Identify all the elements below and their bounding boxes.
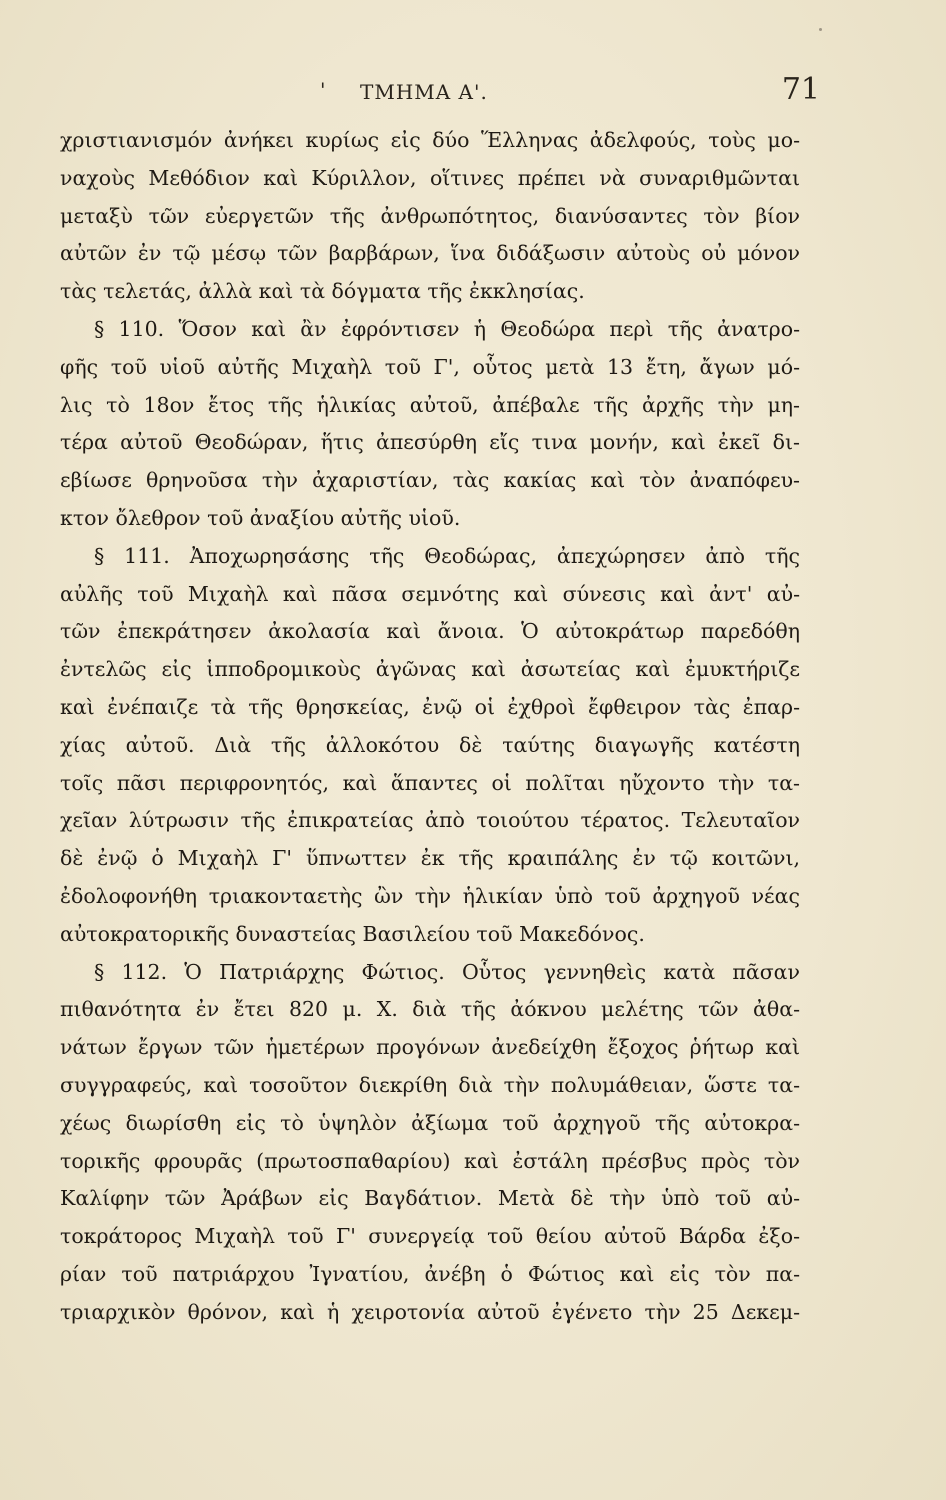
header-mark: ' bbox=[320, 78, 326, 102]
text-line: αὐτοκρατορικῆς δυναστείας Βασιλείου τοῦ Μακεδόνος. bbox=[60, 921, 645, 946]
text-line: φῆς τοῦ υἱοῦ αὐτῆς Μιχαὴλ τοῦ Γ', οὗτος μετὰ 13 ἔτη, ἄγων μό- bbox=[60, 354, 800, 379]
text-line: τοῖς πᾶσι περιφρονητός, καὶ ἅπαντες οἱ πολῖται ηὔχοντο τὴν τα- bbox=[60, 770, 800, 795]
text-line: ναχοὺς Μεθόδιον καὶ Κύριλλον, οἵτινες πρέπει νὰ συναριθμῶνται bbox=[60, 165, 800, 190]
page-body bbox=[60, 122, 800, 1332]
text-line: δὲ ἐνῷ ὁ Μιχαὴλ Γ' ὕπνωττεν ἐκ τῆς κραιπάλης ἐν τῷ κοιτῶνι, bbox=[60, 846, 800, 871]
text-line: αὐτῶν ἐν τῷ μέσῳ τῶν βαρβάρων, ἵνα διδάξωσιν αὐτοὺς οὐ μόνον bbox=[60, 241, 800, 266]
running-title: ΤΜΗΜΑ Α'. bbox=[360, 80, 488, 104]
text-line: νάτων ἔργων τῶν ἡμετέρων προγόνων ἀνεδείχθη ἔξοχος ῥήτωρ καὶ bbox=[60, 1035, 800, 1060]
paper-speck bbox=[819, 28, 822, 31]
text-line: ἐδολοφονήθη τριακονταετὴς ὢν τὴν ἡλικίαν ὑπὸ τοῦ ἀρχηγοῦ νέας bbox=[60, 883, 800, 908]
text-line: κτον ὄλεθρον τοῦ ἀναξίου αὐτῆς υἱοῦ. bbox=[60, 505, 461, 530]
text-line: τὰς τελετάς, ἀλλὰ καὶ τὰ δόγματα τῆς ἐκκλησίας. bbox=[60, 279, 585, 304]
text-line: τοκράτορος Μιχαὴλ τοῦ Γ' συνεργείᾳ τοῦ θείου αὐτοῦ Βάρδα ἐξο- bbox=[60, 1224, 800, 1249]
text-line: χεῖαν λύτρωσιν τῆς ἐπικρατείας ἀπὸ τοιούτου τέρατος. Τελευταῖον bbox=[60, 808, 800, 833]
text-line: αὐλῆς τοῦ Μιχαὴλ καὶ πᾶσα σεμνότης καὶ σύνεσις καὶ ἀντ' αὐ- bbox=[60, 581, 800, 606]
text-line: τριαρχικὸν θρόνον, καὶ ἡ χειροτονία αὐτοῦ ἐγένετο τὴν 25 Δεκεμ- bbox=[60, 1299, 800, 1324]
page-number: 71 bbox=[781, 72, 820, 107]
page-header bbox=[60, 70, 820, 114]
text-line: συγγραφεύς, καὶ τοσοῦτον διεκρίθη διὰ τὴν πολυμάθειαν, ὥστε τα- bbox=[60, 1072, 800, 1097]
text-line: χέως διωρίσθη εἰς τὸ ὑψηλὸν ἀξίωμα τοῦ ἀρχηγοῦ τῆς αὐτοκρα- bbox=[60, 1110, 800, 1135]
text-line: χριστιανισμόν ἀνήκει κυρίως εἰς δύο Ἕλληνας ἀδελφούς, τοὺς μο- bbox=[60, 128, 800, 152]
text-line: μεταξὺ τῶν εὐεργετῶν τῆς ἀνθρωπότητος, διανύσαντες τὸν βίον bbox=[60, 203, 800, 228]
text-line: ἐντελῶς εἰς ἱπποδρομικοὺς ἀγῶνας καὶ ἀσωτείας καὶ ἐμυκτήριζε bbox=[60, 657, 800, 682]
text-line: λις τὸ 18ον ἔτος τῆς ἡλικίας αὐτοῦ, ἀπέβαλε τῆς ἀρχῆς τὴν μη- bbox=[60, 392, 800, 417]
paragraph-110-start: § 110. Ὅσον καὶ ἂν ἐφρόντισεν ἡ Θεοδώρα περὶ τῆς ἀνατρο- bbox=[94, 316, 800, 341]
text-line: χίας αὐτοῦ. Διὰ τῆς ἀλλοκότου δὲ ταύτης διαγωγῆς κατέστη bbox=[60, 732, 800, 757]
text-line: καὶ ἐνέπαιζε τὰ τῆς θρησκείας, ἐνῷ οἱ ἐχθροὶ ἔφθειρον τὰς ἐπαρ- bbox=[60, 694, 800, 719]
text-line: τορικῆς φρουρᾶς (πρωτοσπαθαρίου) καὶ ἐστάλη πρέσβυς πρὸς τὸν bbox=[60, 1148, 800, 1173]
paragraph-112-start: § 112. Ὁ Πατριάρχης Φώτιος. Οὗτος γεννηθεὶς κατὰ πᾶσαν bbox=[94, 959, 800, 984]
text-line: πιθανότητα ἐν ἔτει 820 μ. Χ. διὰ τῆς ἀόκνου μελέτης τῶν ἀθα- bbox=[60, 997, 800, 1022]
text-line: Καλίφην τῶν Ἀράβων εἰς Βαγδάτιον. Μετὰ δὲ τὴν ὑπὸ τοῦ αὐ- bbox=[60, 1186, 800, 1211]
text-line: τέρα αὐτοῦ Θεοδώραν, ἥτις ἀπεσύρθη εἴς τινα μονήν, καὶ ἐκεῖ δι- bbox=[60, 430, 800, 455]
text-line: τῶν ἐπεκράτησεν ἀκολασία καὶ ἄνοια. Ὁ αὐτοκράτωρ παρεδόθη bbox=[60, 619, 800, 644]
text-line: ρίαν τοῦ πατριάρχου Ἰγνατίου, ἀνέβη ὁ Φώτιος καὶ εἰς τὸν πα- bbox=[60, 1261, 800, 1286]
text-line: εβίωσε θρηνοῦσα τὴν ἀχαριστίαν, τὰς κακίας καὶ τὸν ἀναπόφευ- bbox=[60, 468, 800, 493]
paragraph-111-start: § 111. Ἀποχωρησάσης τῆς Θεοδώρας, ἀπεχώρησεν ἀπὸ τῆς bbox=[94, 543, 800, 568]
